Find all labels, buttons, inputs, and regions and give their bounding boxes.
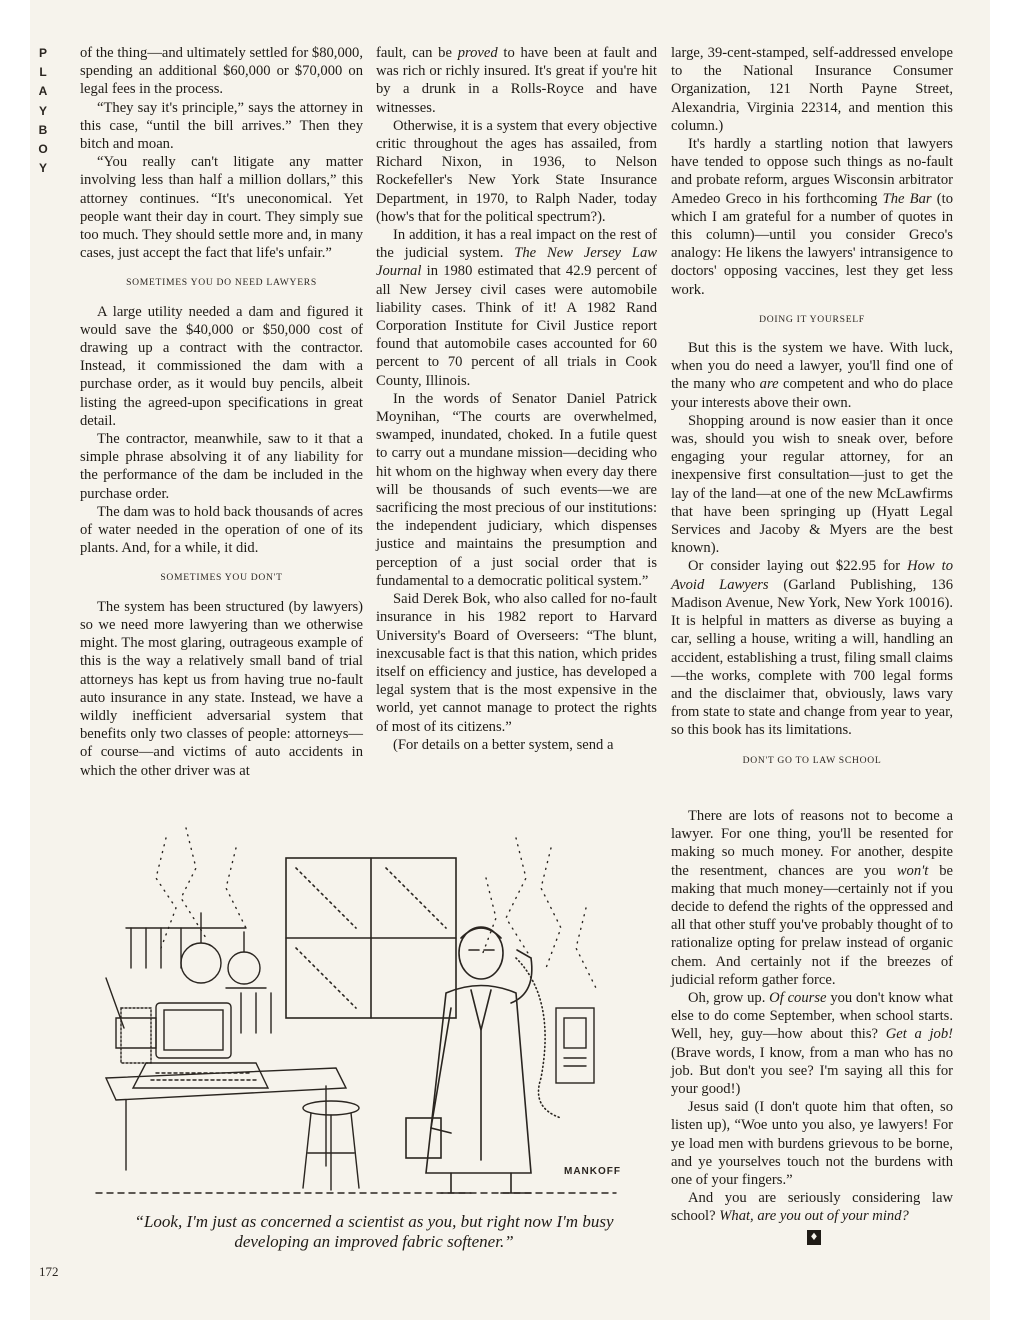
- text-run: (to which I am grateful for a number of quotes in this column)—until you consider Greco's analogy: He likens the lawyers' intransigence to doctors' opposing vaccines, lest they get less work.: [671, 190, 953, 298]
- text-run: It's hardly a startling notion that lawyers have tended to oppose such things as no-fault and probate reform, argues Wisconsin arbitrator Amedeo Greco in his forthcoming: [671, 136, 953, 207]
- scientist-figure: [406, 927, 561, 1193]
- section-heading: DON'T GO TO LAW SCHOOL: [742, 754, 882, 766]
- section-heading: SOMETIMES YOU DO NEED LAWYERS: [126, 277, 317, 289]
- paragraph: In the words of Senator Daniel Patrick Moynihan, “The courts are overwhelmed, swamped, inundated, choked. In a futile quest to carry out a mundane mission—deciding who hit whom on the highway when every day there will be thousands of such events—we are sacrificing the most precious of our institutions: the independent judiciary, which dispenses justice and maintains the presumption and perception of a just social order that is fundamental to a democratic political system.”: [376, 390, 657, 589]
- paragraph: [671, 135, 953, 299]
- column-3: [671, 44, 953, 780]
- rabbit-head-icon: ♦: [807, 1230, 821, 1245]
- text-run: Or consider laying out $22.95 for: [688, 558, 908, 575]
- paragraph: Jesus said (I don't quote him that often, so listen up), “Woe unto you also, ye lawyers! For ye load men with burdens grievous to be borne, and ye yourselves touch not the burdens with one of your fingers.”: [671, 1099, 953, 1189]
- paragraph: The dam was to hold back thousands of acres of water needed in the operation of one of its plants. And, for a while, it did.: [80, 503, 363, 557]
- paragraph: [376, 44, 657, 117]
- cartoonist-signature: MANKOFF: [564, 1166, 621, 1177]
- publication-title: The New Jersey Law Journal: [376, 245, 657, 280]
- brand-letter: L: [39, 65, 47, 80]
- paragraph: [671, 339, 953, 412]
- column-3-continued: [671, 807, 953, 1246]
- paragraph: of the thing—and ultimately settled for $80,000, spending an additional $60,000 or $70,000 on legal fees in the process.: [80, 45, 363, 98]
- end-mark: [671, 1228, 953, 1246]
- text-emphasis: are: [759, 376, 779, 393]
- paragraph: [671, 1189, 953, 1225]
- section-heading: DOING IT YOURSELF: [759, 313, 865, 325]
- stool: [303, 1101, 359, 1190]
- lab-glassware: [106, 913, 271, 1048]
- text-run: competent and who do place your interests above their own.: [671, 376, 953, 411]
- publication-title: How to Avoid Lawyers: [671, 558, 953, 593]
- text-run: you don't know what else to do come September, when school starts. Well, hey, guy—how about this?: [671, 990, 954, 1043]
- brand-letter: Y: [38, 103, 47, 118]
- paragraph: [671, 989, 953, 1098]
- cartoon-illustration: [86, 818, 622, 1208]
- text-emphasis: What, are you out of your mind?: [719, 1208, 909, 1225]
- cartoon-caption: “Look, I'm just as concerned a scientist as you, but right now I'm busy developing an improved fabric softener.”: [134, 1212, 614, 1251]
- text-run: to have been at fault and was rich or richly insured. It's great if you're hit by a drunk in a Rolls-Royce and have witnesses.: [376, 45, 657, 116]
- text-run: be making that much money—certainly not if you decide to defend the rights of the oppressed and all that other stuff you've probably thought of to rationalize opting for prelaw instead of organic chem. And certainly not if the breezes of judicial reform gather force.: [671, 862, 953, 988]
- page-number: 172: [39, 1264, 59, 1279]
- column-2: [376, 44, 657, 754]
- text-run: And you are seriously considering law school?: [671, 1190, 953, 1225]
- text-run: in 1980 estimated that 42.9 percent of all New Jersey civil cases were automobile liability cases. Think of it! A 1982 Rand Corporation Institute for Civil Justice report found that automobile cases accounted for 60 percent to 70 percent of all trials in Cook County, Illinois.: [376, 263, 657, 389]
- paragraph: Said Derek Bok, who also called for no-fault insurance in his 1982 report to Harvard University's Board of Overseers: “The blunt, inexcusable fact is that this nation, which prides itself on efficiency and justice, has developed a legal system that is the most expensive in the world, yet cannot manage to protect the rights of most of its citizens.”: [376, 591, 657, 735]
- wall-phone: [556, 1008, 594, 1083]
- brand-letter: A: [38, 84, 48, 99]
- section-heading: SOMETIMES YOU DON'T: [160, 572, 283, 584]
- computer: [121, 1003, 268, 1088]
- text-emphasis: Of course: [769, 990, 827, 1007]
- paragraph: “You really can't litigate any matter involving less than half a million dollars,” this attorney continues. “It's uneconomical. Yet people want their day in court. They simply sue too much. They should settle more and, in many cases, just accept the fact that life's unfair.”: [80, 154, 363, 262]
- magazine-page: [30, 0, 990, 1320]
- text-run: But this is the system we have. With luck, when you do need a lawyer, you'll find one of the many who: [671, 340, 953, 393]
- paragraph: Otherwise, it is a system that every objective critic throughout the ages has assailed, from Richard Nixon, in 1936, to Nelson Rockefeller's New York State Insurance Department, in 1970, to Ralph Nader, today (how's that for the political spectrum?).: [376, 117, 657, 225]
- brand-letter: B: [38, 122, 48, 137]
- text-emphasis: proved: [457, 45, 498, 61]
- text-run: (Brave words, I know, from a man who has no job. But don't you see? I'm saying all this for your good!): [671, 1044, 953, 1098]
- brand-letter: P: [38, 46, 47, 60]
- text-run: Oh, grow up.: [688, 990, 770, 1007]
- text-run: There are lots of reasons not to become a lawyer. For one thing, you'll be resented for making so much money. For another, despite the resentment, chances are you: [671, 808, 953, 879]
- paragraph: (For details on a better system, send a: [393, 736, 614, 753]
- paragraph: Shopping around is now easier than it once was, should you wish to sneak over, before engaging your regular attorney, for an inexpensive first consultation—just to get the lay of the land—at one of the new McLawfirms that have been springing up (Hyatt Legal Services and Jacoby & Myers are the best known).: [671, 412, 953, 557]
- paragraph: large, 39-cent-stamped, self-addressed envelope to the National Insurance Consumer Organization, 121 North Payne Street, Alexandria, Virginia 22314, and mention this column.): [671, 45, 953, 134]
- paragraph: [671, 557, 953, 739]
- paragraph: “They say it's principle,” says the attorney in this case, “until the bill arrives.” Then they bitch and moan.: [80, 99, 363, 153]
- text-run: fault, can be: [376, 45, 458, 61]
- wall-stipple: [156, 828, 596, 988]
- paragraph: [376, 226, 657, 390]
- window: [286, 858, 456, 1018]
- paragraph: [671, 807, 953, 989]
- column-1: [80, 44, 363, 780]
- paragraph: The contractor, meanwhile, saw to it that a simple phrase absolving it of any liability for the performance of the dam be included in the purchase order.: [80, 431, 363, 502]
- paragraph: The system has been structured (by lawyers) so we need more lawyering than we otherwise might. The most glaring, outrageous example of this is the way a relatively small band of trial attorneys has kept us from having true no-fault auto insurance in any state. Instead, we have a wildly inefficient adversarial system that benefits only two classes of people: attorneys—of course—and victims of auto accidents in which the other driver was at: [80, 598, 363, 779]
- paragraph: A large utility needed a dam and figured it would save the $40,000 or $50,000 cost of drawing up a contract with the contractor. Instead, it commissioned the dam with a purchase order, as it would buy pencils, albeit listing the agreed-upon specifications in great detail.: [80, 303, 363, 429]
- brand-letter: Y: [38, 161, 47, 176]
- text-emphasis: won't: [896, 862, 929, 879]
- text-run: (Garland Publishing, 136 Madison Avenue, New York, New York 10016). It is helpful in matters as diverse as buying a car, selling a house, writing a will, handling an accident, establishing a trust, filing small claims—the works, complete with 700 legal forms and the disclaimer that, obviously, laws vary from state to state and change from year to year, so this book has its limitations.: [671, 576, 953, 739]
- publication-title: The Bar: [882, 190, 932, 207]
- text-emphasis: Get a job!: [885, 1026, 953, 1043]
- text-run: In addition, it has a real impact on the rest of the judicial system.: [376, 227, 657, 262]
- brand-letter: O: [38, 142, 48, 157]
- playboy-vertical-logo: [32, 44, 54, 178]
